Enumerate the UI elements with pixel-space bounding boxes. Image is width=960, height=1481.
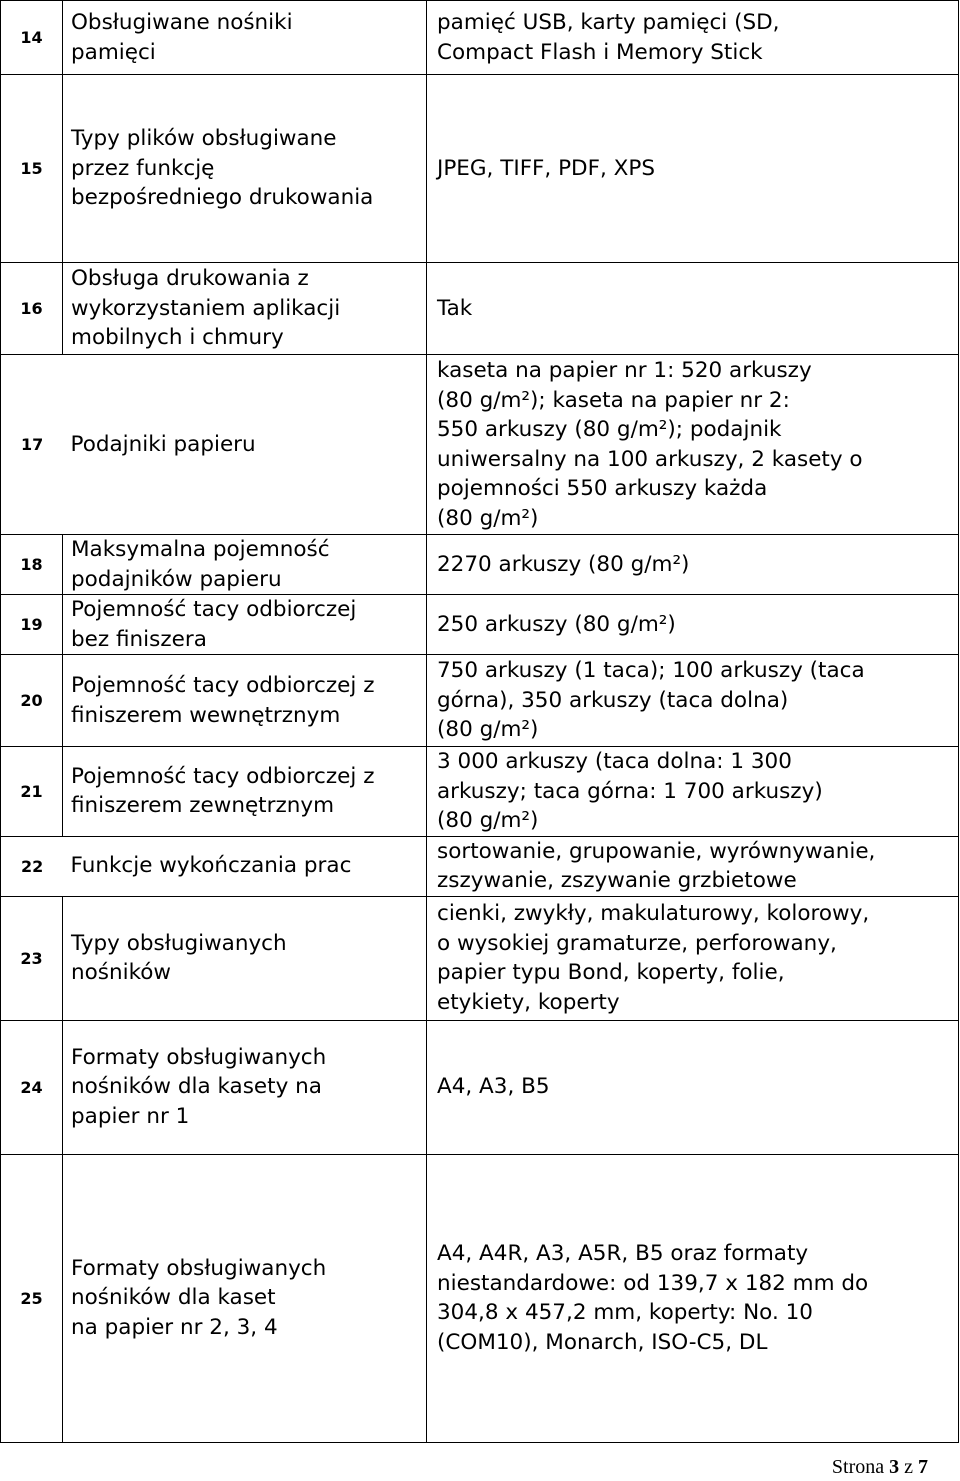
- feature-name: Typy obsługiwanych nośników: [63, 896, 427, 1020]
- row-number: 14: [1, 1, 63, 75]
- feature-value: 750 arkuszy (1 taca); 100 arkuszy (taca górna), 350 arkuszy (taca dolna) (80 g/m²): [427, 655, 959, 747]
- row-number: 22: [1, 836, 63, 896]
- feature-name: Pojemność tacy odbiorczej z finiszerem wewnętrznym: [63, 655, 427, 747]
- table-row: [1, 355, 959, 535]
- feature-name: Formaty obsługiwanych nośników dla kaset na papier nr 2, 3, 4: [63, 1154, 427, 1442]
- feature-value: kaseta na papier nr 1: 520 arkuszy (80 g/m²); kaseta na papier nr 2: 550 arkuszy (80 g/m²); podajnik uniwersalny na 100 arkuszy, 2 kasety o pojemności 550 arkuszy każda (80 g/m²): [427, 355, 959, 535]
- row-number: 23: [1, 896, 63, 1020]
- feature-value: JPEG, TIFF, PDF, XPS: [427, 75, 959, 263]
- row-number: 18: [1, 535, 63, 595]
- feature-value: sortowanie, grupowanie, wyrównywanie, zszywanie, zszywanie grzbietowe: [427, 836, 959, 896]
- table-row: [1, 1154, 959, 1442]
- feature-name: Podajniki papieru: [63, 355, 427, 535]
- feature-value: 2270 arkuszy (80 g/m²): [427, 535, 959, 595]
- table-row: [1, 1020, 959, 1154]
- feature-name: Typy plików obsługiwane przez funkcję bezpośredniego drukowania: [63, 75, 427, 263]
- feature-name: Pojemność tacy odbiorczej bez finiszera: [63, 595, 427, 655]
- table-row: [1, 535, 959, 595]
- feature-name: Obsługa drukowania z wykorzystaniem aplikacji mobilnych i chmury: [63, 263, 427, 355]
- table-row: [1, 747, 959, 837]
- table-row: [1, 263, 959, 355]
- row-number: 24: [1, 1020, 63, 1154]
- total-pages-number: 7: [918, 1456, 928, 1478]
- feature-value: 250 arkuszy (80 g/m²): [427, 595, 959, 655]
- table-row: [1, 896, 959, 1020]
- row-number: 20: [1, 655, 63, 747]
- feature-name: Obsługiwane nośniki pamięci: [63, 1, 427, 75]
- table-row: [1, 1, 959, 75]
- feature-value: 3 000 arkuszy (taca dolna: 1 300 arkuszy; taca górna: 1 700 arkuszy) (80 g/m²): [427, 747, 959, 837]
- page-label: Strona: [831, 1456, 885, 1478]
- row-number: 21: [1, 747, 63, 837]
- table-row: [1, 75, 959, 263]
- page-of-label: z: [904, 1456, 913, 1478]
- row-number: 15: [1, 75, 63, 263]
- table-row: [1, 595, 959, 655]
- feature-name: Maksymalna pojemność podajników papieru: [63, 535, 427, 595]
- row-number: 19: [1, 595, 63, 655]
- feature-value: A4, A4R, A3, A5R, B5 oraz formaty niestandardowe: od 139,7 x 182 mm do 304,8 x 457,2 mm, koperty: No. 10 (COM10), Monarch, ISO-C5, DL: [427, 1154, 959, 1442]
- feature-name: Funkcje wykończania prac: [63, 836, 427, 896]
- current-page-number: 3: [889, 1456, 900, 1478]
- row-number: 25: [1, 1154, 63, 1442]
- feature-value: pamięć USB, karty pamięci (SD, Compact Flash i Memory Stick: [427, 1, 959, 75]
- table-row: [1, 836, 959, 896]
- row-number: 17: [1, 355, 63, 535]
- feature-value: Tak: [427, 263, 959, 355]
- table-row: [1, 655, 959, 747]
- feature-value: cienki, zwykły, makulaturowy, kolorowy, o wysokiej gramaturze, perforowany, papier typu Bond, koperty, folie, etykiety, koperty: [427, 896, 959, 1020]
- feature-value: A4, A3, B5: [427, 1020, 959, 1154]
- feature-name: Formaty obsługiwanych nośników dla kasety na papier nr 1: [63, 1020, 427, 1154]
- page-footer: [832, 1456, 928, 1479]
- feature-name: Pojemność tacy odbiorczej z finiszerem zewnętrznym: [63, 747, 427, 837]
- row-number: 16: [1, 263, 63, 355]
